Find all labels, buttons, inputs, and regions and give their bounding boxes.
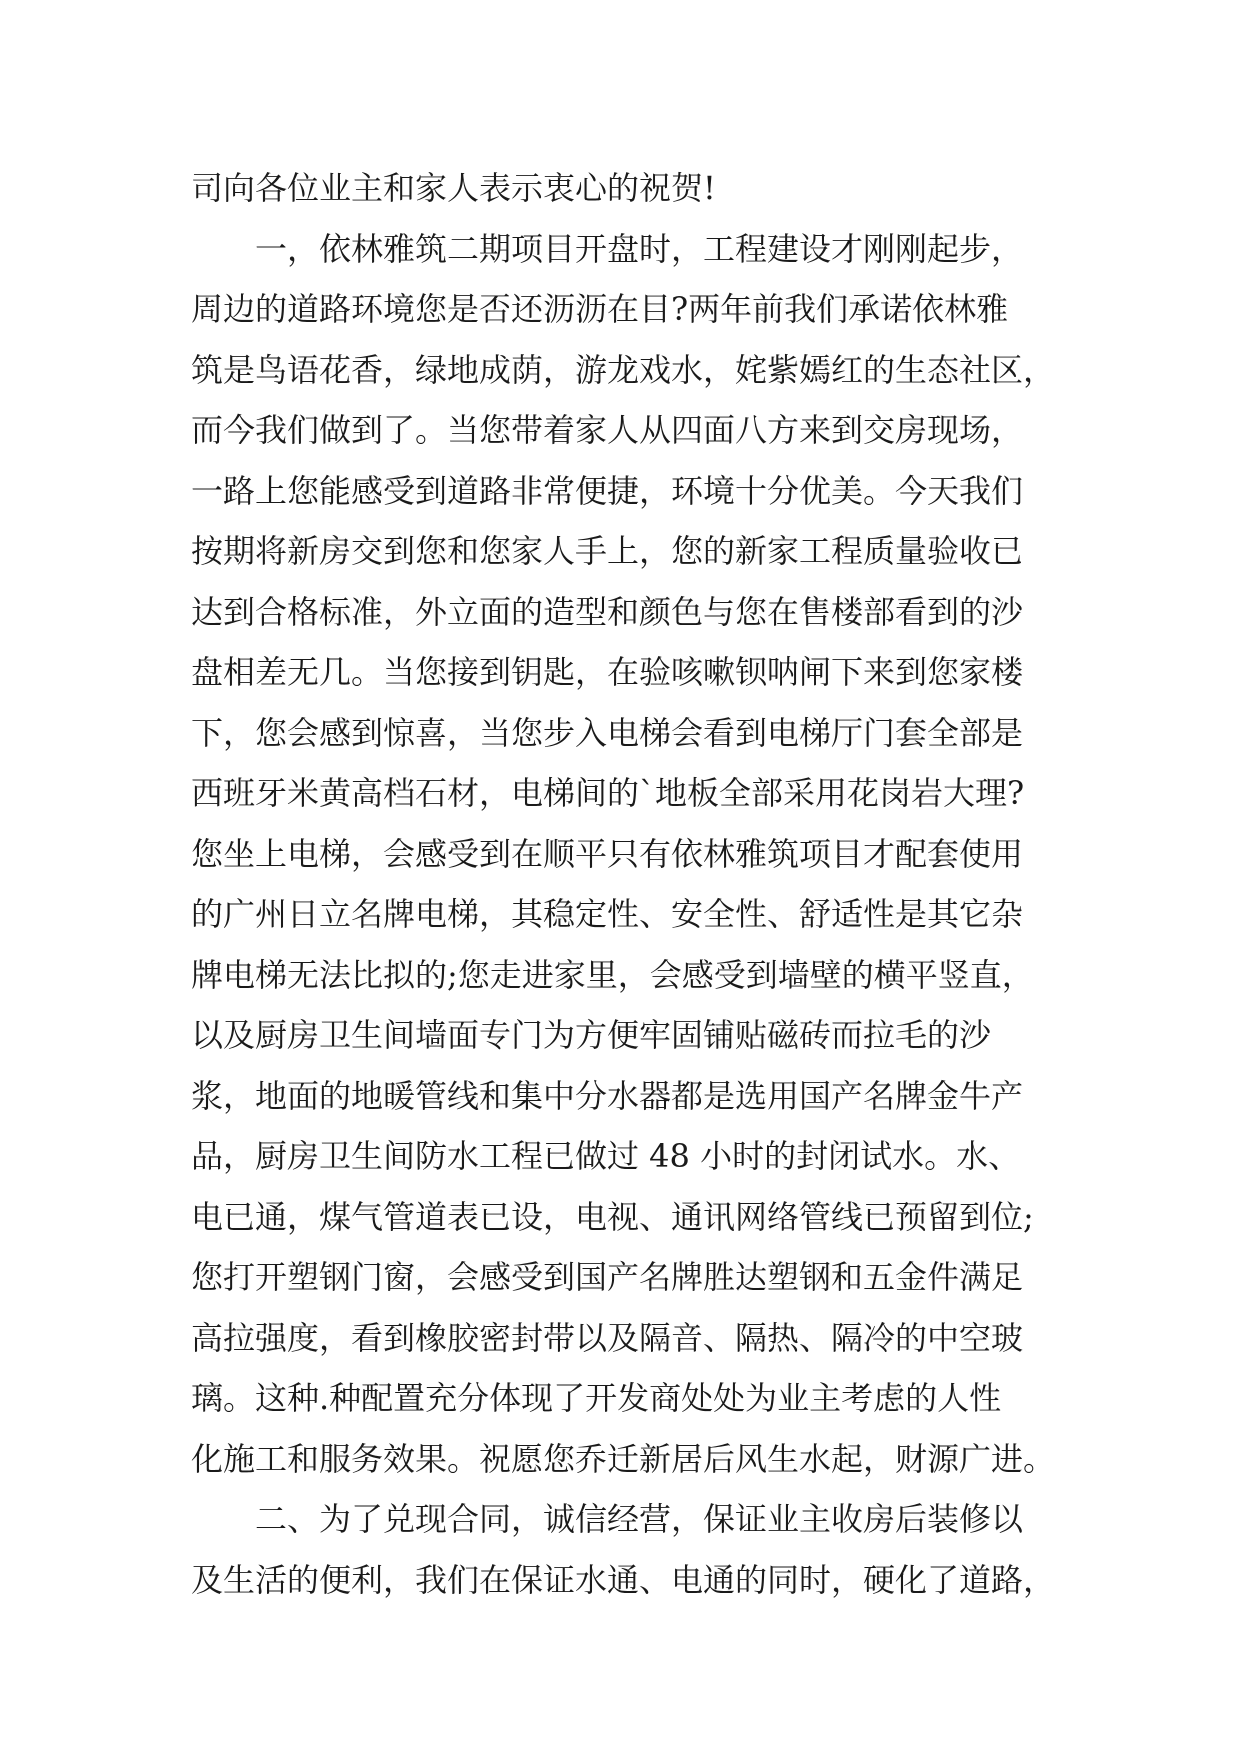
- text-line: 电已通，煤气管道表已设，电视、通讯网络管线已预留到位;: [191, 1197, 1034, 1236]
- text-line: 化施工和服务效果。祝愿您乔迁新居后风生水起，财源广进。: [191, 1439, 1056, 1478]
- text-line: 高拉强度，看到橡胶密封带以及隔音、隔热、隔冷的中空玻: [191, 1318, 1024, 1357]
- text-line: 以及厨房卫生间墙面专门为方便牢固铺贴磁砖而拉毛的沙: [191, 1016, 992, 1054]
- text-line: 的广州日立名牌电梯，其稳定性、安全性、舒适性是其它杂: [191, 895, 1024, 933]
- text-line: 二、为了兑现合同，诚信经营，保证业主收房后装修以: [255, 1500, 1024, 1538]
- text-line: 下，您会感到惊喜，当您步入电梯会看到电梯厅门套全部是: [191, 713, 1024, 752]
- text-line: 您打开塑钢门窗，会感受到国产名牌胜达塑钢和五金件满足: [191, 1258, 1024, 1296]
- text-line: 您坐上电梯，会感受到在顺平只有依林雅筑项目才配套使用: [191, 834, 1024, 873]
- text-line: 及生活的便利，我们在保证水通、电通的同时，硬化了道路，: [191, 1560, 1056, 1599]
- text-line: 盘相差无几。当您接到钥匙，在验咳嗽钡呐闸下来到您家楼: [191, 653, 1024, 691]
- text-line: 璃。这种.种配置充分体现了开发商处处为业主考虑的人性: [191, 1379, 1002, 1417]
- text-line: 司向各位业主和家人表示衷心的祝贺!: [191, 169, 716, 207]
- text-line: 品，厨房卫生间防水工程已做过 48 小时的封闭试水。水、: [191, 1137, 1021, 1175]
- text-line: 而今我们做到了。当您带着家人从四面八方来到交房现场，: [191, 411, 1024, 449]
- text-line: 一路上您能感受到道路非常便捷，环境十分优美。今天我们: [191, 471, 1024, 510]
- body-text: [191, 158, 1081, 1610]
- text-line: 周边的道路环境您是否还沥沥在目?两年前我们承诺依林雅: [191, 290, 1009, 328]
- text-line: 筑是鸟语花香，绿地成荫，游龙戏水，姹紫嫣红的生态社区，: [191, 350, 1056, 389]
- text-line: 西班牙米黄高档石材，电梯间的`地板全部采用花岗岩大理?: [191, 774, 1025, 812]
- text-line: 牌电梯无法比拟的;您走进家里，会感受到墙壁的横平竖直，: [191, 955, 1034, 994]
- text-line: 一，依林雅筑二期项目开盘时，工程建设才刚刚起步，: [255, 229, 1024, 268]
- text-line: 浆，地面的地暖管线和集中分水器都是选用国产名牌金牛产: [191, 1076, 1024, 1115]
- text-line: 按期将新房交到您和您家人手上，您的新家工程质量验收已: [191, 532, 1024, 570]
- text-line: 达到合格标准，外立面的造型和颜色与您在售楼部看到的沙: [191, 592, 1024, 631]
